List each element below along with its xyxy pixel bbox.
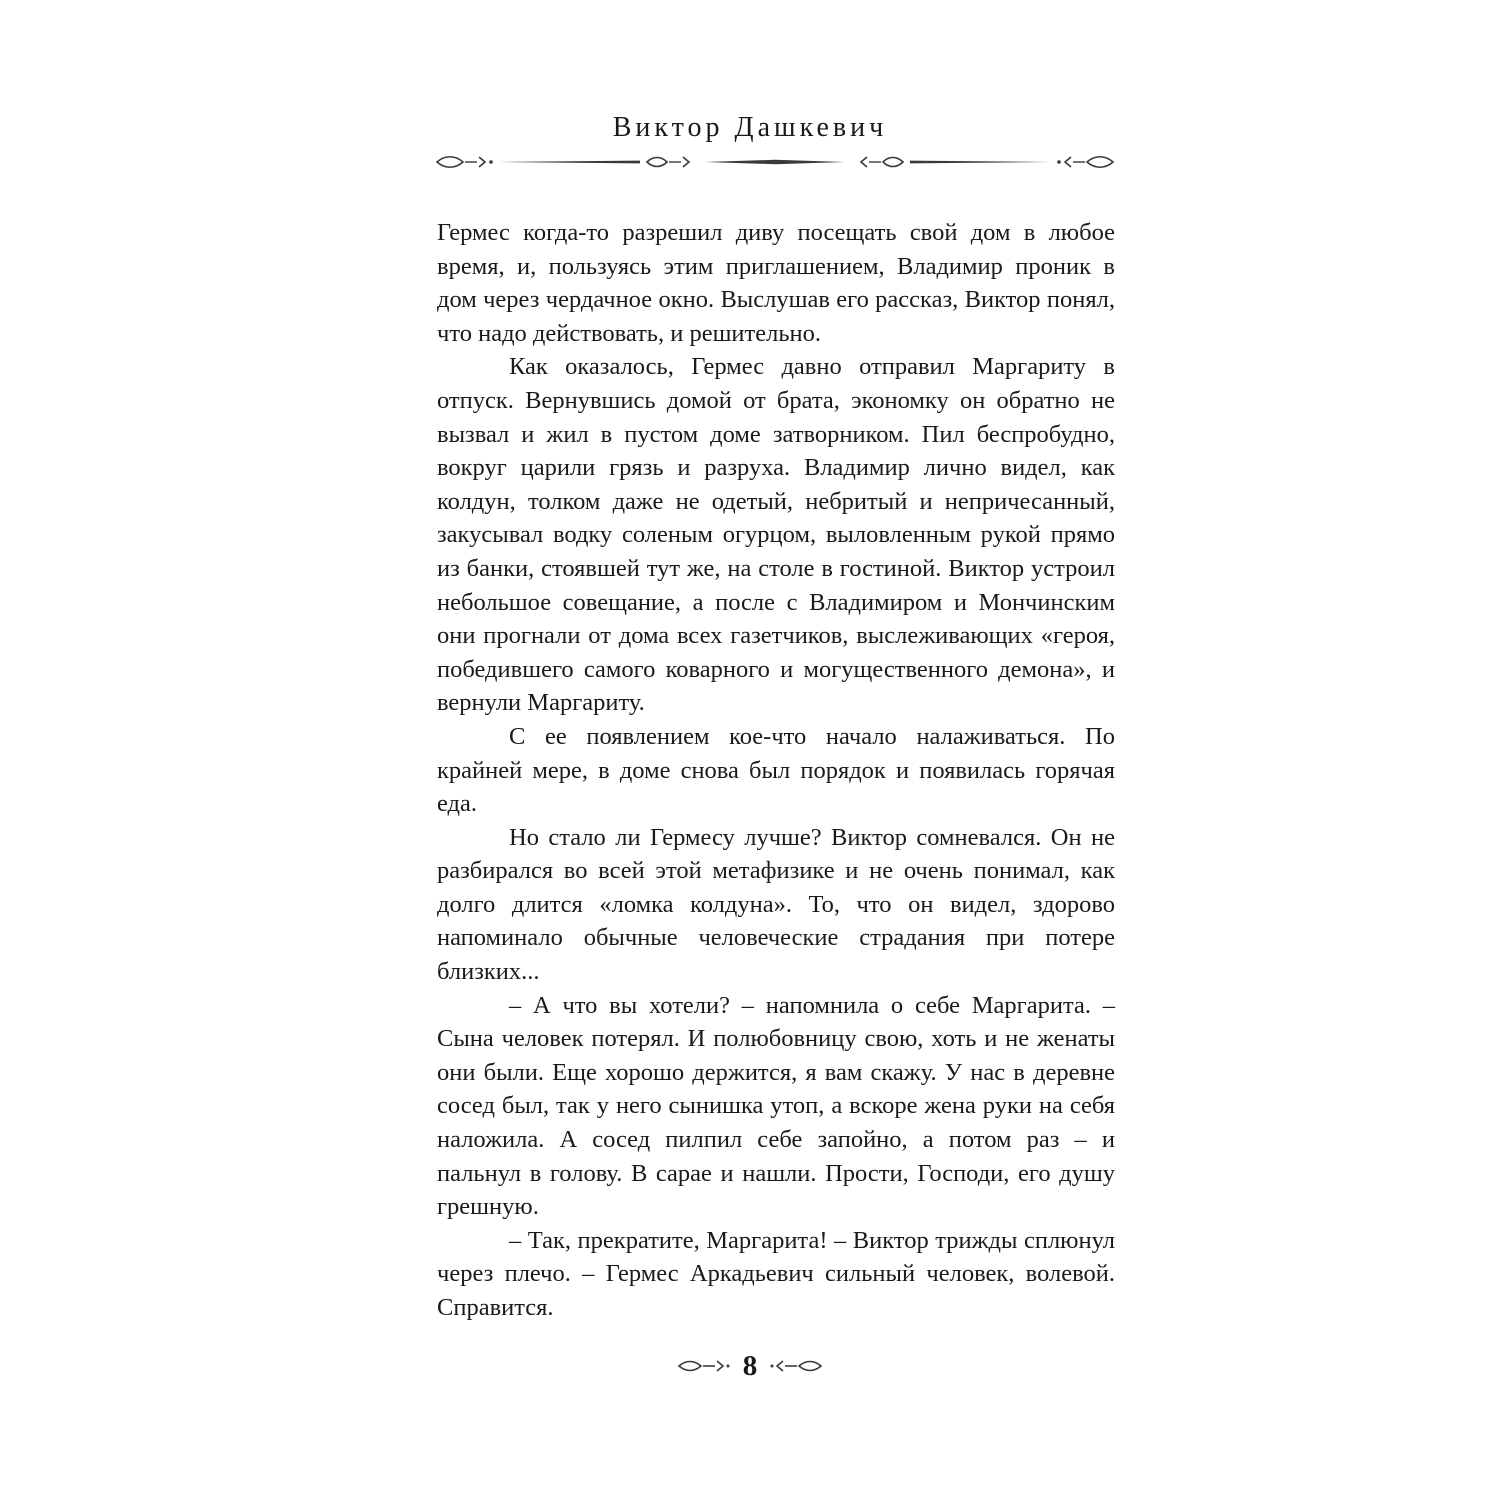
paragraph-1: Гермес когда-то разрешил диву посещать свой дом в любое время, и, пользуясь этим приглашением, Владимир проник в дом через чердачное окно. Выслушав его рассказ, Виктор понял, что надо действовать, и решительно. (437, 219, 1115, 347)
running-header-author: Виктор Дашкевич (612, 112, 888, 143)
paragraph-4: Но стало ли Гермесу лучше? Виктор сомневался. Он не разбирался во всей этой метафизике и не очень понимал, как долго длится «ломка колдуна». То, что он видел, здорово напоминало обычные человеческие страдания при потере близких... (437, 823, 1115, 986)
page-number: 8 (742, 1350, 758, 1382)
paragraph-2: Как оказалось, Гермес давно отправил Маргариту в отпуск. Вернувшись домой от брата, экономку он обратно не вызвал и жил в пустом доме затворником. Пил беспробудно, вокруг царили грязь и разруха. Владимир лично видел, как колдун, толком даже не одетый, небритый и непричесанный, закусывал водку соленым огурцом, выловленным рукой прямо из банки, стоявшей тут же, на столе в гостиной. Виктор устроил небольшое совещание, а после с Владимиром и Мончинским они прогнали от дома всех газетчиков, выслеживающих «героя, победившего самого коварного и могущественного демона», и вернули Маргариту. (437, 353, 1115, 717)
paragraph-5: – А что вы хотели? – напомнила о себе Маргарита. – Сына человек потерял. И полюбовницу свою, хоть и не женаты они были. Еще хорошо держится, я вам скажу. У нас в деревне сосед был, так у него сынишка утоп, а вскоре жена руки на себя наложила. А сосед пилпил себе запойно, а потом раз – и пальнул в голову. В сарае и нашли. Прости, Господи, его душу грешную. (437, 991, 1115, 1221)
flourish-right-icon (769, 1356, 823, 1376)
paragraph-6: – Так, прекратите, Маргарита! – Виктор трижды сплюнул через плечо. – Гермес Аркадьевич сильный человек, волевой. Справится. (437, 1226, 1115, 1321)
page-footer (0, 1346, 1500, 1386)
flourish-left-icon (677, 1356, 731, 1376)
body-text (437, 216, 1115, 1325)
paragraph-3: С ее появлением кое-что начало налаживаться. По крайней мере, в доме снова был порядок и появилась горячая еда. (437, 722, 1115, 818)
ornamental-rule-icon (435, 150, 1115, 174)
